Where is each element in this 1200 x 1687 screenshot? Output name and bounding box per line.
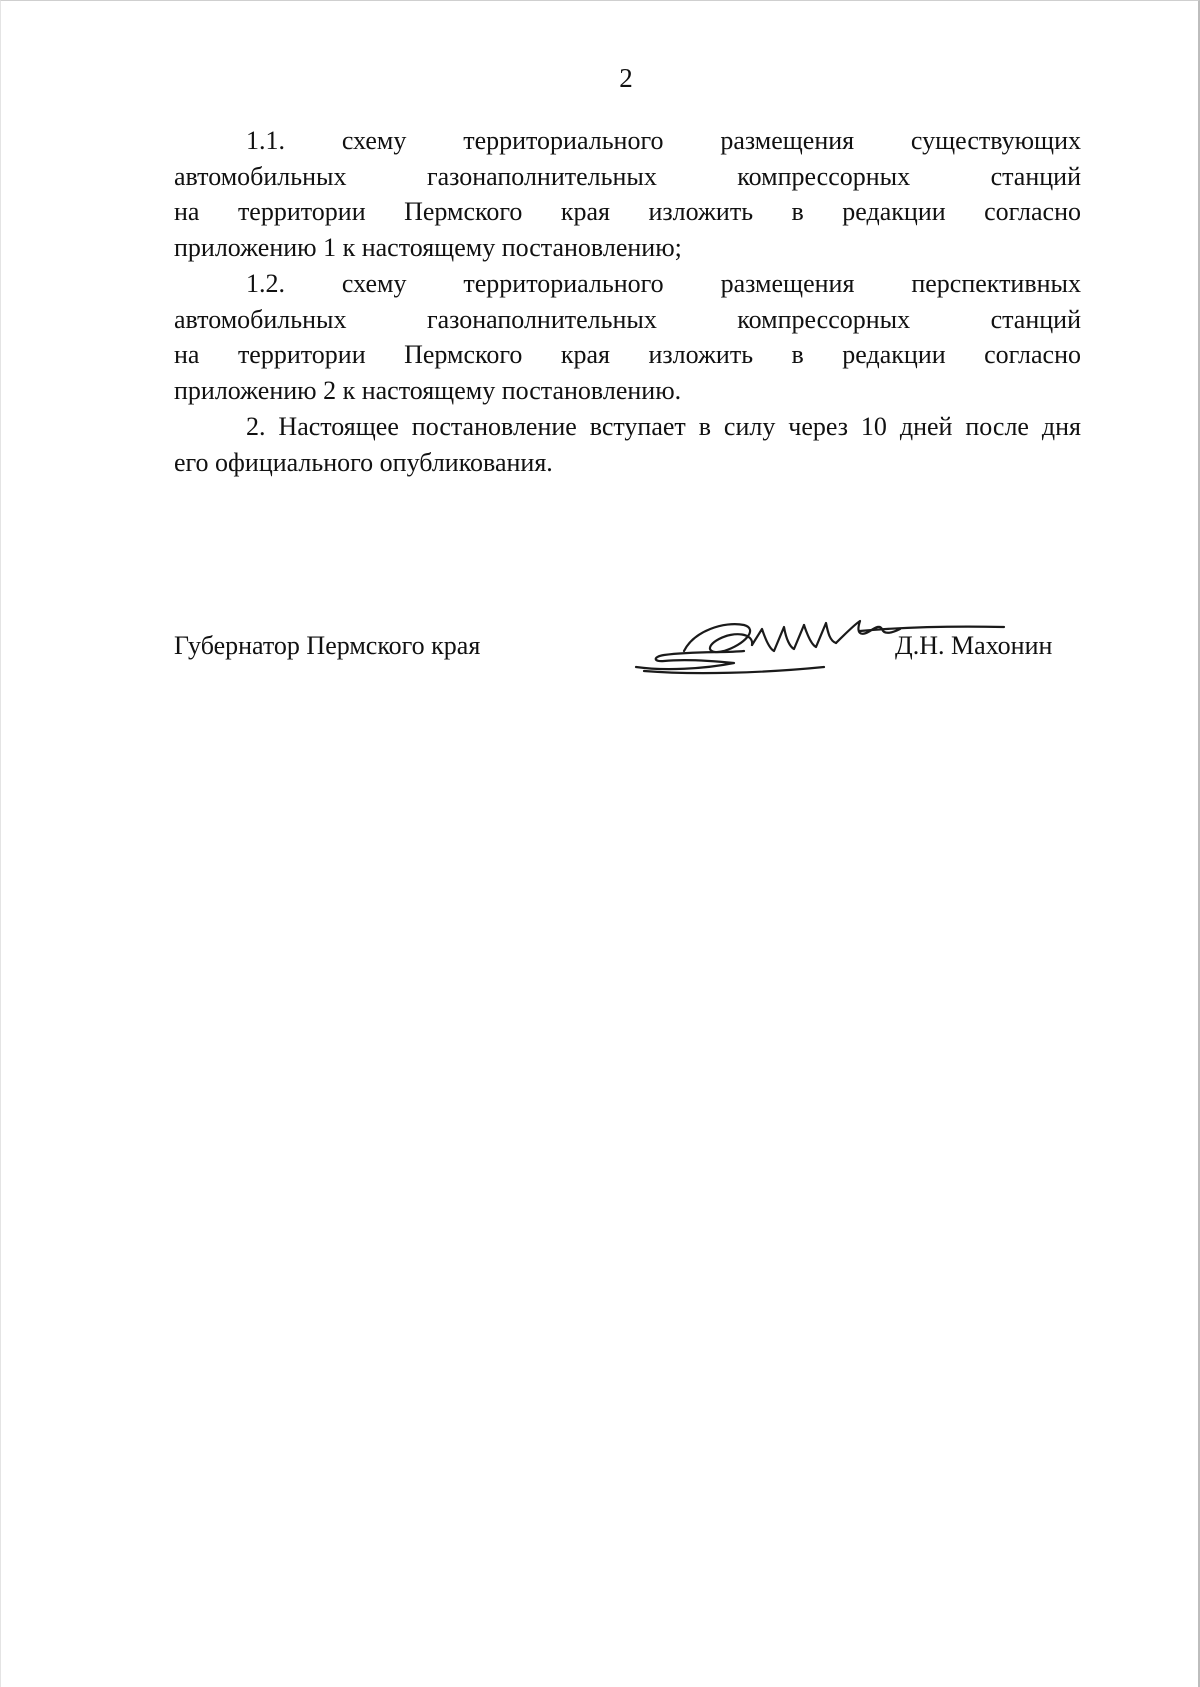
document-body <box>174 123 1081 481</box>
signature-block <box>174 627 1074 677</box>
paragraph-1-1 <box>174 123 1081 265</box>
signatory-position: Губернатор Пермского края <box>174 631 481 660</box>
signatory-name: Д.Н. Махонин <box>895 631 1053 660</box>
paragraph-line: приложению 2 к настоящему постановлению. <box>174 375 682 405</box>
paragraph-line: 1.2. схему территориального размещения перспективных <box>246 269 1081 298</box>
paragraph-1-2 <box>174 266 1081 408</box>
paragraph-line: автомобильных газонаполнительных компрессорных станций <box>174 304 1081 334</box>
paragraph-line: приложению 1 к настоящему постановлению; <box>174 232 682 262</box>
paragraph-line: его официального опубликования. <box>174 447 553 477</box>
page-number: 2 <box>619 63 633 93</box>
paragraph-line: 1.1. схему территориального размещения существующих <box>246 126 1081 155</box>
paragraph-line: 2. Настоящее постановление вступает в силу через 10 дней после дня <box>246 412 1081 441</box>
paragraph-line: на территории Пермского края изложить в редакции согласно <box>174 197 1081 226</box>
paragraph-line: автомобильных газонаполнительных компрессорных станций <box>174 161 1081 191</box>
paragraph-line: на территории Пермского края изложить в редакции согласно <box>174 340 1081 369</box>
paragraph-2 <box>174 409 1081 480</box>
